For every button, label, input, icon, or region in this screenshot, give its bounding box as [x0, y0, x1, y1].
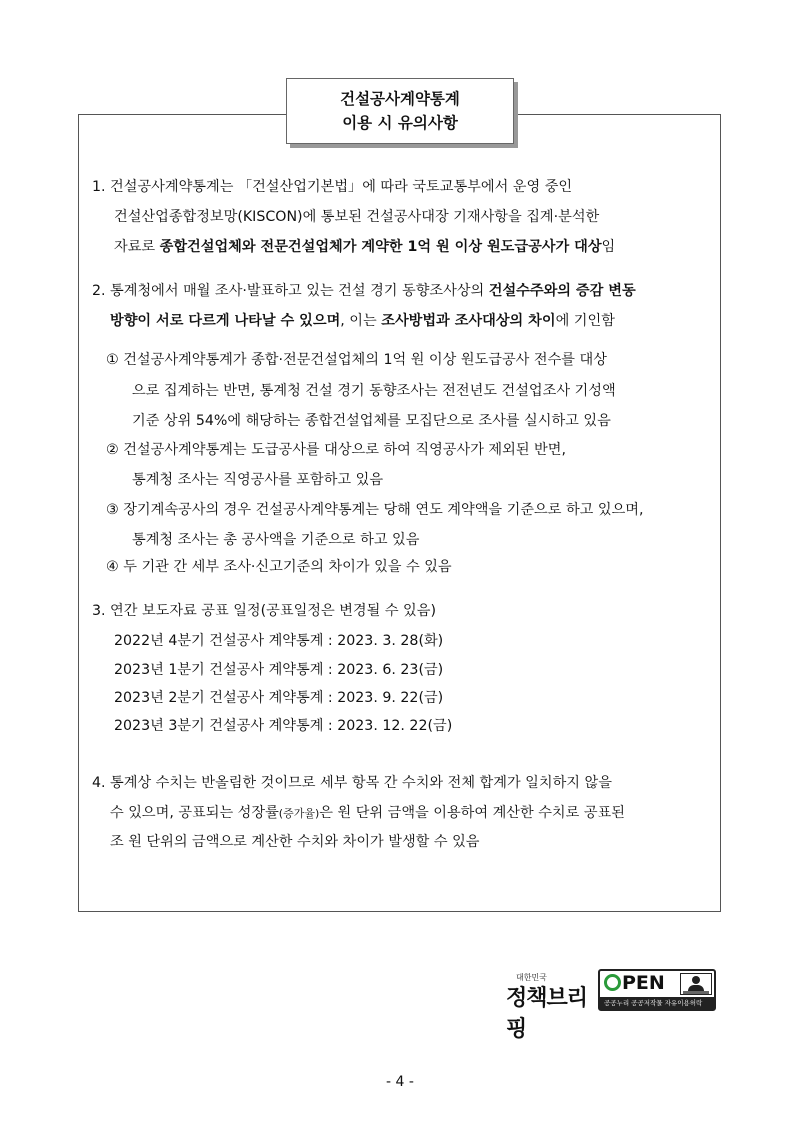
attribution-person-icon	[680, 973, 712, 995]
item1-line2: 건설산업종합정보망(KISCON)에 통보된 건설공사대장 기재사항을 집계·분석한	[114, 209, 600, 225]
policy-briefing-logo	[506, 972, 594, 1042]
schedule-row: 2023년 1분기 건설공사 계약통계 : 2023. 6. 23(금)	[114, 662, 444, 678]
item2-line1-bold: 건설수주와의 증감 변동	[488, 283, 636, 299]
item4-line2	[110, 803, 625, 824]
sub1-line3: 기준 상위 54%에 해당하는 종합건설업체를 모집단으로 조사를 실시하고 있음	[132, 413, 611, 429]
open-o-icon	[604, 974, 621, 991]
title-box	[286, 78, 514, 144]
open-strip-text: 공공누리 공공저작물 자유이용허락	[600, 997, 714, 1009]
item1-line1: 1. 건설공사계약통계는 「건설산업기본법」에 따라 국토교통부에서 운영 중인	[92, 179, 573, 195]
item2-line2-bold1: 방향이 서로 다르게 나타날 수 있으며	[110, 313, 341, 329]
item4-line1: 4. 통계상 수치는 반올림한 것이므로 세부 항목 간 수치와 전체 합계가 일치하지 않을	[92, 775, 612, 791]
sub3-line1: ③ 장기계속공사의 경우 건설공사계약통계는 당해 연도 계약액을 기준으로 하고 있으며,	[106, 502, 644, 518]
sub1-line1: ① 건설공사계약통계가 종합·전문건설업체의 1억 원 이상 원도급공사 전수를 대상	[106, 352, 607, 368]
item2-line2-post: 에 기인함	[555, 313, 615, 329]
item4-line2-small: (증가율)	[278, 807, 320, 820]
schedule-row: 2023년 3분기 건설공사 계약통계 : 2023. 12. 22(금)	[114, 718, 453, 734]
policy-logo-small-text: 대한민국	[516, 973, 547, 982]
title-line-1: 건설공사계약통계	[340, 90, 460, 108]
item3-heading: 3. 연간 보도자료 공표 일정(공표일정은 변경될 수 있음)	[92, 603, 436, 619]
page-number: - 4 -	[386, 1074, 414, 1090]
schedule-row: 2023년 2분기 건설공사 계약통계 : 2023. 9. 22(금)	[114, 690, 444, 706]
item1-line3-pre: 자료로	[114, 239, 160, 255]
schedule-row: 2022년 4분기 건설공사 계약통계 : 2023. 3. 28(화)	[114, 633, 444, 649]
item4-line3: 조 원 단위의 금액으로 계산한 수치와 차이가 발생할 수 있음	[110, 834, 480, 850]
kogl-open-badge	[598, 969, 716, 1011]
sub2-line2: 통계청 조사는 직영공사를 포함하고 있음	[132, 472, 384, 488]
item2-line2-bold2: 조사방법과 조사대상의 차이	[381, 313, 556, 329]
item2-line1-pre: 2. 통계청에서 매월 조사·발표하고 있는 건설 경기 동향조사상의	[92, 283, 489, 299]
open-logo-text	[604, 972, 665, 994]
item4-line2-post: 은 원 단위 금액을 이용하여 계산한 수치로 공표된	[319, 805, 625, 821]
item2-line2-mid: , 이는	[340, 313, 382, 329]
sub4-line1: ④ 두 기관 간 세부 조사·신고기준의 차이가 있을 수 있음	[106, 559, 452, 575]
policy-logo-text: 정책브리핑	[506, 986, 588, 1042]
sub3-line2: 통계청 조사는 총 공사액을 기준으로 하고 있음	[132, 532, 420, 548]
sub2-line1: ② 건설공사계약통계는 도급공사를 대상으로 하여 직영공사가 제외된 반면,	[106, 442, 566, 458]
sub1-line2: 으로 집계하는 반면, 통계청 건설 경기 동향조사는 전전년도 건설업조사 기성액	[132, 383, 616, 399]
item2-line2	[110, 311, 615, 331]
item1-line3-post: 임	[601, 239, 616, 255]
item4-line2-pre: 수 있으며, 공표되는 성장률	[110, 805, 279, 821]
item1-line3-bold: 종합건설업체와 전문건설업체가 계약한 1억 원 이상 원도급공사가 대상	[159, 239, 602, 255]
open-logo-pen: PEN	[622, 972, 665, 994]
item2-line1	[92, 281, 636, 301]
item1-line3	[114, 237, 615, 257]
title-line-2: 이용 시 유의사항	[342, 114, 458, 132]
